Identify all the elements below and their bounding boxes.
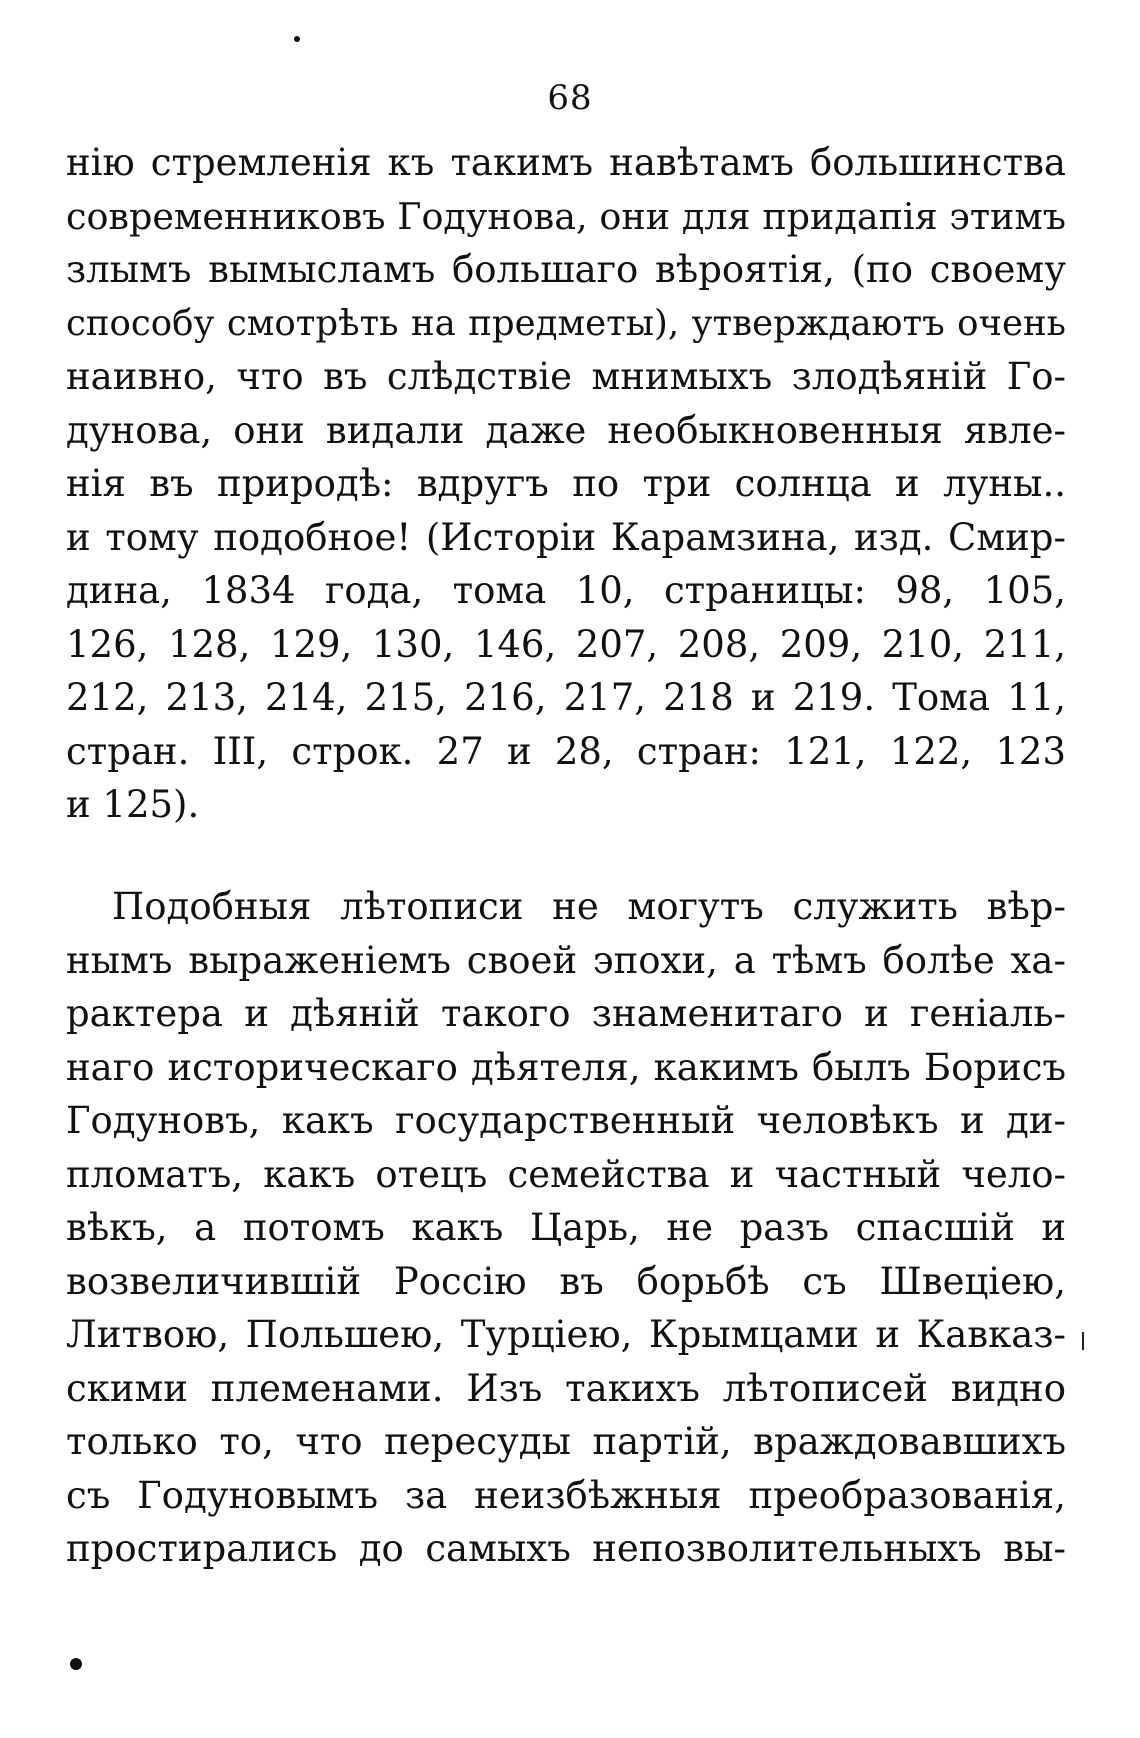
text-line: Литвою, Польшею, Турціею, Крымцами и Кавказ- — [66, 1313, 1066, 1356]
text-line: и 125). — [66, 783, 200, 826]
text-line: только то, что пересуды партій, враждовавшихъ — [66, 1420, 1066, 1463]
paragraph-2 — [66, 880, 1066, 1576]
text-line: наго историческаго дѣятеля, какимъ былъ Борисъ — [66, 1045, 1066, 1089]
text-line: простирались до самыхъ непозволительныхъ вы- — [66, 1527, 1066, 1570]
text-line: способу смотрѣть на предметы), утверждаютъ очень — [66, 302, 1066, 344]
margin-mark — [1082, 1332, 1084, 1350]
text-line: Подобныя лѣтописи не могутъ служить вѣр- — [112, 885, 1066, 928]
paragraph-1 — [66, 136, 1066, 832]
text-line: нію стремленія къ такимъ навѣтамъ большинства — [66, 141, 1066, 184]
text-line: вѣкъ, а потомъ какъ Царь, не разъ спасшій и — [66, 1206, 1066, 1249]
text-line: дунова, они видали даже необыкновенныя явле- — [66, 408, 1066, 452]
text-line: наивно, что въ слѣдствіе мнимыхъ злодѣяній Го- — [66, 355, 1066, 398]
page-number: 68 — [547, 78, 593, 118]
text-line: рактера и дѣяній такого знаменитаго и геніаль- — [66, 992, 1066, 1035]
text-line: нія въ природѣ: вдругъ по три солнца и луны.. — [66, 462, 1066, 505]
ink-speck — [294, 36, 300, 42]
text-line: 126, 128, 129, 130, 146, 207, 208, 209, 210, 211, — [66, 622, 1066, 666]
text-line: возвеличившій Россію въ борьбѣ съ Швеціею, — [66, 1259, 1066, 1303]
text-line: стран. III, строк. 27 и 28, стран: 121, 122, 123 — [66, 729, 1066, 773]
text-line: и тому подобное! (Исторіи Карамзина, изд. Смир- — [66, 515, 1066, 559]
text-line: злымъ вымысламъ большаго вѣроятія, (по своему — [66, 248, 1066, 291]
ink-speck — [70, 1658, 82, 1670]
text-line: съ Годуновымъ за неизбѣжныя преобразованія, — [66, 1473, 1066, 1517]
text-line: современниковъ Годунова, они для придапія этимъ — [66, 194, 1066, 238]
text-line: Годуновъ, какъ государственный человѣкъ и ди- — [66, 1099, 1066, 1142]
text-line: дина, 1834 года, тома 10, страницы: 98, 105, — [66, 569, 1066, 612]
text-line: 212, 213, 214, 215, 216, 217, 218 и 219. Тома 11, — [66, 676, 1066, 719]
text-line: нымъ выраженіемъ своей эпохи, а тѣмъ болѣе ха- — [66, 938, 1066, 982]
text-line: скими племенами. Изъ такихъ лѣтописей видно — [66, 1366, 1066, 1410]
text-line: пломатъ, какъ отецъ семейства и частный чело- — [66, 1152, 1066, 1196]
